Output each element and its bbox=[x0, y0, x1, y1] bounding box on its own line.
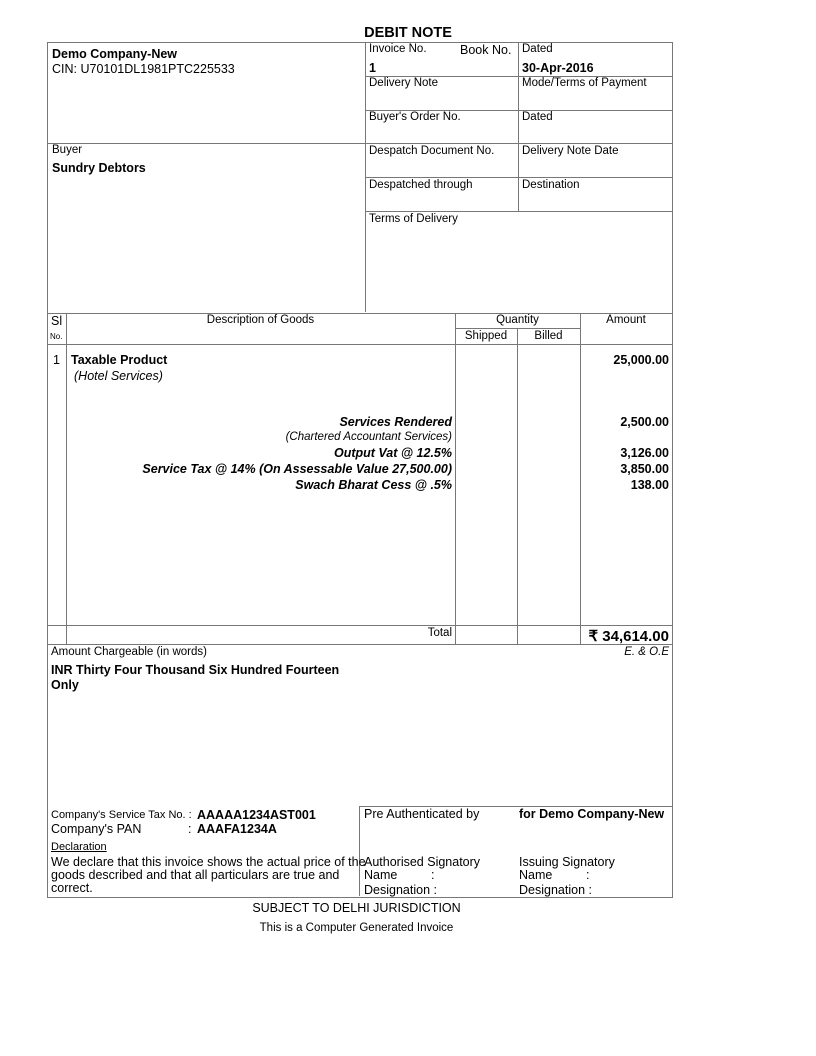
ledger-name: Services Rendered bbox=[339, 415, 452, 429]
despatched-through-label: Despatched through bbox=[369, 179, 473, 191]
divider bbox=[365, 211, 672, 212]
item-amount: 25,000.00 bbox=[613, 353, 669, 367]
total-amount: ₹ 34,614.00 bbox=[588, 628, 669, 645]
pan-label: Company's PAN bbox=[51, 822, 142, 836]
item-description: Taxable Product bbox=[71, 353, 168, 367]
divider bbox=[359, 806, 360, 896]
divider bbox=[518, 42, 519, 211]
ledger-amount: 3,126.00 bbox=[620, 446, 669, 460]
buyer-name: Sundry Debtors bbox=[52, 161, 146, 175]
book-no-label: Book No. bbox=[460, 43, 512, 57]
divider bbox=[455, 328, 580, 329]
issuing-signatory: Issuing Signatory bbox=[519, 855, 615, 869]
destination-label: Destination bbox=[522, 179, 580, 191]
eoe-label: E. & O.E bbox=[624, 646, 669, 658]
shipped-header: Shipped bbox=[464, 330, 508, 342]
ledger-amount: 138.00 bbox=[630, 478, 669, 492]
divider bbox=[47, 344, 672, 345]
amount-words-line2: Only bbox=[51, 678, 79, 692]
dated-label: Dated bbox=[522, 43, 553, 55]
ledger-name: Service Tax @ 14% (On Assessable Value 27,500.00) bbox=[142, 462, 452, 476]
amount-words-line1: INR Thirty Four Thousand Six Hundred Fourteen bbox=[51, 663, 340, 677]
delivery-note-date-label: Delivery Note Date bbox=[522, 145, 619, 157]
pan-colon: : bbox=[188, 822, 192, 836]
pan-value: AAAFA1234A bbox=[197, 822, 277, 836]
divider bbox=[365, 177, 672, 178]
auth-name-colon: : bbox=[431, 868, 435, 882]
declaration-line3: correct. bbox=[51, 881, 93, 895]
service-tax-label: Company's Service Tax No. : bbox=[51, 809, 192, 821]
declaration-line1: We declare that this invoice shows the actual price of the bbox=[51, 855, 366, 869]
terms-of-delivery-label: Terms of Delivery bbox=[369, 213, 458, 225]
for-company: for Demo Company-New bbox=[519, 807, 665, 821]
ledger-amount: 2,500.00 bbox=[620, 415, 669, 429]
divider bbox=[517, 328, 518, 644]
item-note: (Hotel Services) bbox=[74, 369, 163, 383]
declaration-label: Declaration bbox=[51, 841, 107, 853]
ledger-name: Swach Bharat Cess @ .5% bbox=[295, 478, 452, 492]
issue-designation-label: Designation : bbox=[519, 883, 592, 897]
authorised-signatory: Authorised Signatory bbox=[364, 855, 481, 869]
amount-words-label: Amount Chargeable (in words) bbox=[51, 646, 207, 658]
document-title: DEBIT NOTE bbox=[364, 25, 452, 41]
seller-cin: CIN: U70101DL1981PTC225533 bbox=[52, 62, 235, 76]
pre-auth-label: Pre Authenticated by bbox=[364, 807, 480, 821]
computer-generated-text: This is a Computer Generated Invoice bbox=[259, 922, 454, 934]
sl-no-header: No. bbox=[50, 332, 63, 341]
jurisdiction-text: SUBJECT TO DELHI JURISDICTION bbox=[252, 901, 461, 915]
billed-header: Billed bbox=[534, 330, 563, 342]
invoice-no-value: 1 bbox=[369, 61, 376, 75]
divider bbox=[47, 644, 672, 645]
divider bbox=[455, 313, 456, 644]
auth-name-label: Name bbox=[364, 868, 398, 882]
description-header: Description of Goods bbox=[206, 314, 315, 326]
divider bbox=[47, 625, 672, 626]
issue-name-label: Name bbox=[519, 868, 553, 882]
dated-value: 30-Apr-2016 bbox=[522, 61, 594, 75]
invoice-no-label: Invoice No. bbox=[369, 43, 427, 55]
buyer-label: Buyer bbox=[52, 144, 83, 156]
item-sl: 1 bbox=[53, 353, 60, 367]
delivery-note-label: Delivery Note bbox=[369, 77, 439, 89]
ledger-note: (Chartered Accountant Services) bbox=[285, 431, 452, 443]
ledger-name: Output Vat @ 12.5% bbox=[334, 446, 452, 460]
sl-header: Sl bbox=[51, 314, 63, 328]
issue-name-colon: : bbox=[586, 868, 590, 882]
service-tax-value: AAAAA1234AST001 bbox=[197, 808, 316, 822]
ledger-amount: 3,850.00 bbox=[620, 462, 669, 476]
auth-designation-label: Designation : bbox=[364, 883, 437, 897]
quantity-header: Quantity bbox=[496, 314, 539, 326]
despatch-doc-label: Despatch Document No. bbox=[369, 145, 495, 157]
total-label: Total bbox=[427, 627, 452, 639]
buyers-order-label: Buyer's Order No. bbox=[369, 111, 461, 123]
mode-terms-label: Mode/Terms of Payment bbox=[522, 77, 647, 89]
divider bbox=[47, 143, 672, 144]
buyers-order-dated-label: Dated bbox=[522, 111, 553, 123]
amount-header: Amount bbox=[606, 314, 646, 326]
seller-name: Demo Company-New bbox=[52, 47, 178, 61]
declaration-line2: goods described and that all particulars are true and bbox=[51, 868, 340, 882]
